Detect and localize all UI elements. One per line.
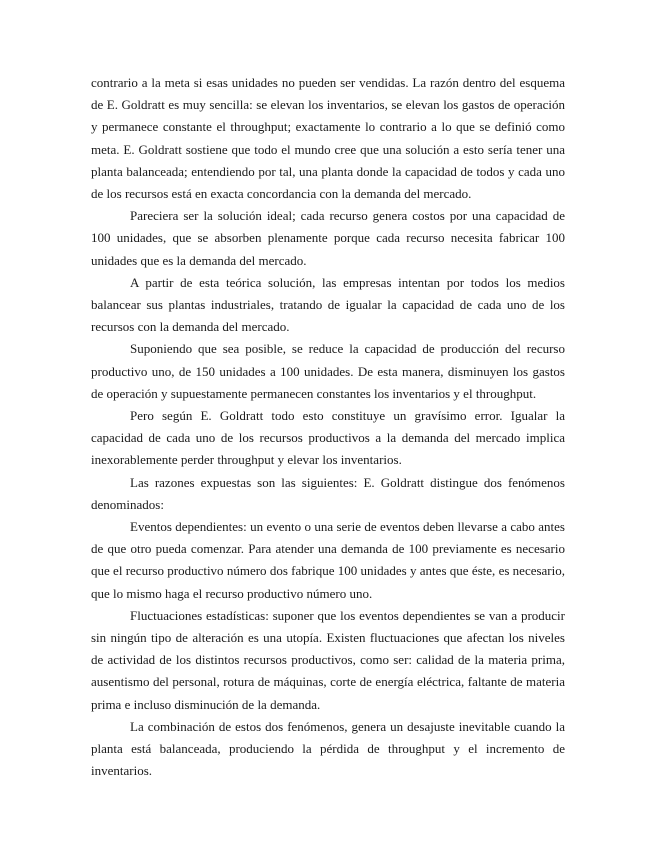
paragraph-6: Las razones expuestas son las siguientes: E. Goldratt distingue dos fenómenos denominados: <box>91 474 565 512</box>
paragraph-4: Suponiendo que sea posible, se reduce la capacidad de producción del recurso productivo uno, de 150 unidades a 100 unidades. De esta manera, disminuyen los gastos de operación y supuestamente permanecen constantes los inventarios y el throughput. <box>91 341 565 401</box>
paragraph-9: La combinación de estos dos fenómenos, genera un desajuste inevitable cuando la planta está balanceada, produciendo la pérdida de throughput y el incremento de inventarios. <box>91 718 565 779</box>
paragraph-7: Eventos dependientes: un evento o una serie de eventos deben llevarse a cabo antes de que otro pueda comenzar. Para atender una demanda de 100 previamente es necesario que el recurso productivo número dos fabrique 100 unidades y antes que éste, es necesario, que lo mismo haga el recurso productivo número uno. <box>91 519 565 601</box>
paragraph-5: Pero según E. Goldratt todo esto constituye un gravísimo error. Igualar la capacidad de cada uno de los recursos productivos a la demanda del mercado implica inexorablemente perder throughput y elevar los inventarios. <box>91 408 565 468</box>
paragraph-8: Fluctuaciones estadísticas: suponer que los eventos dependientes se van a producir sin ningún tipo de alteración es una utopía. Existen fluctuaciones que afectan los niveles de actividad de los distintos recursos productivos, como ser: calidad de la materia prima, ausentismo del personal, rotura de máquinas, corte de energía eléctrica, faltante de materia prima e incluso disminución de la demanda. <box>91 607 565 712</box>
paragraph-3: A partir de esta teórica solución, las empresas intentan por todos los medios balancear sus plantas industriales, tratando de igualar la capacidad de cada uno de los recursos con la demanda del mercado. <box>91 274 565 335</box>
body-text <box>91 72 565 783</box>
paragraph-1: contrario a la meta si esas unidades no pueden ser vendidas. La razón dentro del esquema de E. Goldratt es muy sencilla: se elevan los inventarios, se elevan los gastos de operación y permanece constante el throughput; exactamente lo contrario a lo que se definió como meta. E. Goldratt sostiene que todo el mundo cree que una solución a esto sería tener una planta balanceada; entendiendo por tal, una planta donde la capacidad de todos y cada uno de los recursos está en exacta concordancia con la demanda del mercado. <box>91 75 565 202</box>
paragraph-2: Pareciera ser la solución ideal; cada recurso genera costos por una capacidad de 100 unidades, que se absorben plenamente porque cada recurso necesita fabricar 100 unidades que es la demanda del mercado. <box>91 208 565 268</box>
